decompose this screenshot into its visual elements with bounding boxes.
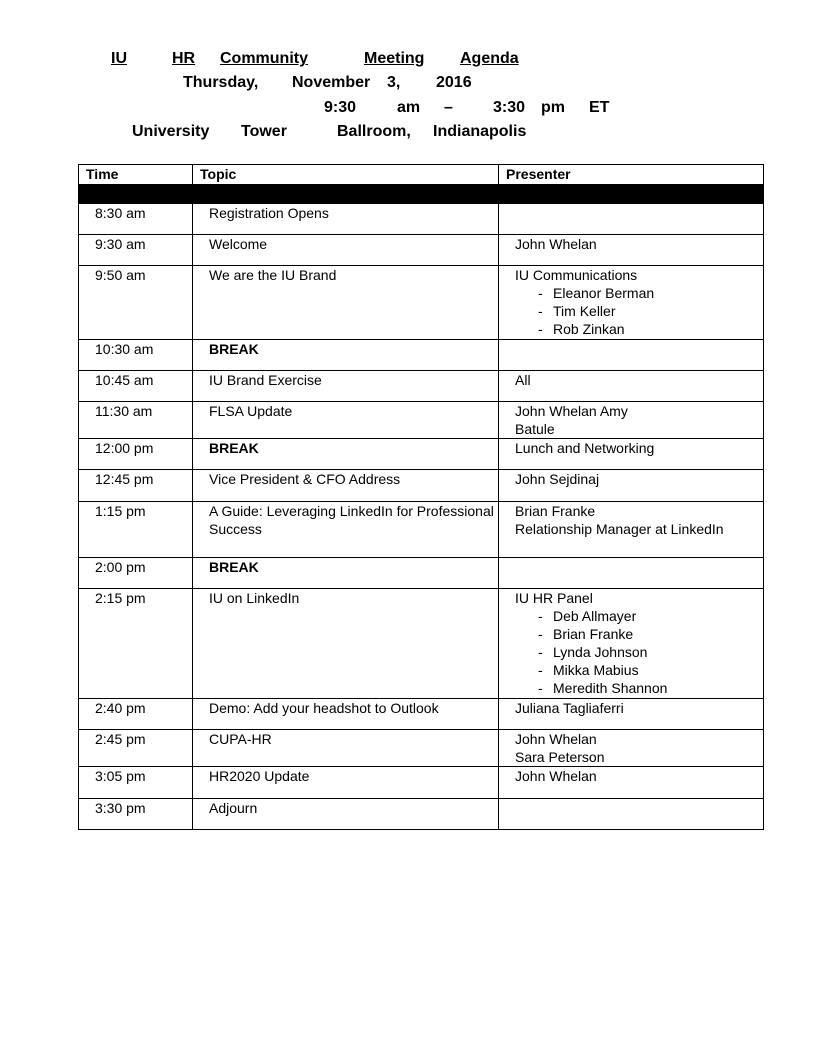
date-word: November [292, 74, 371, 91]
agenda-presenter [499, 799, 764, 830]
meeting-location [0, 123, 816, 145]
agenda-topic: Welcome [193, 235, 499, 266]
agenda-time: 9:30 am [79, 235, 193, 266]
dash-bullet-icon: - [538, 662, 543, 678]
agenda-topic: IU on LinkedIn [193, 589, 499, 699]
agenda-topic: Demo: Add your headshot to Outlook [193, 699, 499, 730]
agenda-topic: We are the IU Brand [193, 266, 499, 340]
agenda-row [79, 699, 764, 730]
presenter-line: John Whelan Amy [515, 403, 628, 419]
header-divider-bar [79, 185, 764, 204]
agenda-topic: Adjourn [193, 799, 499, 830]
date-word: Thursday, [183, 74, 259, 91]
agenda-presenter [499, 558, 764, 589]
agenda-row [79, 799, 764, 830]
agenda-topic: HR2020 Update [193, 767, 499, 799]
presenter-list-item [538, 302, 763, 320]
dash-bullet-icon: - [538, 321, 543, 337]
presenter-line: IU HR Panel [515, 590, 593, 606]
time-word: ET [589, 99, 610, 116]
agenda-topic: Vice President & CFO Address [193, 470, 499, 502]
time-word: 3:30 [493, 99, 526, 116]
agenda-row [79, 439, 764, 470]
time-word: – [444, 99, 453, 116]
agenda-presenter [499, 235, 764, 266]
agenda-row [79, 204, 764, 235]
title-word: HR [172, 50, 196, 67]
agenda-time: 9:50 am [79, 266, 193, 340]
time-word: 9:30 [324, 99, 357, 116]
dash-bullet-icon: - [538, 608, 543, 624]
agenda-row [79, 589, 764, 699]
title-word: Community [220, 50, 308, 67]
agenda-presenter [499, 502, 764, 558]
dash-bullet-icon: - [538, 644, 543, 660]
agenda-topic: A Guide: Leveraging LinkedIn for Professional Success [193, 502, 499, 558]
presenter-list-item [538, 661, 763, 679]
table-header-row [79, 165, 764, 185]
presenter-line: Juliana Tagliaferri [515, 700, 624, 716]
agenda-presenter [499, 699, 764, 730]
agenda-row [79, 235, 764, 266]
time-word: am [397, 99, 421, 116]
location-word: Indianapolis [433, 123, 527, 140]
agenda-table [78, 164, 764, 830]
agenda-time: 1:15 pm [79, 502, 193, 558]
presenter-line: Sara Peterson [515, 749, 605, 765]
title-word: IU [111, 50, 127, 67]
agenda-row [79, 266, 764, 340]
agenda-topic: BREAK [193, 439, 499, 470]
agenda-presenter [499, 589, 764, 699]
dash-bullet-icon: - [538, 626, 543, 642]
presenter-name: Rob Zinkan [553, 321, 625, 337]
presenter-line: IU Communications [515, 267, 638, 283]
agenda-presenter [499, 266, 764, 340]
presenter-line: All [515, 372, 531, 388]
agenda-row [79, 558, 764, 589]
presenter-name: Mikka Mabius [553, 662, 639, 678]
agenda-time: 10:30 am [79, 340, 193, 371]
agenda-topic: BREAK [193, 558, 499, 589]
agenda-row [79, 470, 764, 502]
presenter-line: John Whelan [515, 236, 597, 252]
presenter-line: Batule [515, 421, 555, 437]
dash-bullet-icon: - [538, 680, 543, 696]
agenda-title [0, 50, 816, 72]
agenda-row [79, 371, 764, 402]
meeting-time [0, 99, 816, 121]
date-word: 2016 [436, 74, 472, 91]
agenda-time: 3:30 pm [79, 799, 193, 830]
agenda-row [79, 340, 764, 371]
presenter-list [515, 607, 763, 697]
presenter-name: Deb Allmayer [553, 608, 637, 624]
meeting-date [0, 74, 816, 96]
presenter-name: Tim Keller [553, 303, 616, 319]
location-word: University [132, 123, 210, 140]
presenter-list-item [538, 320, 763, 338]
agenda-presenter [499, 371, 764, 402]
agenda-body [79, 204, 764, 830]
location-word: Ballroom, [337, 123, 411, 140]
title-word: Agenda [460, 50, 519, 67]
agenda-topic: Registration Opens [193, 204, 499, 235]
agenda-topic: IU Brand Exercise [193, 371, 499, 402]
time-word: pm [541, 99, 565, 116]
agenda-presenter [499, 767, 764, 799]
agenda-presenter [499, 470, 764, 502]
agenda-time: 8:30 am [79, 204, 193, 235]
agenda-presenter [499, 439, 764, 470]
agenda-topic: BREAK [193, 340, 499, 371]
presenter-line: Brian Franke [515, 503, 596, 519]
dash-bullet-icon: - [538, 285, 543, 301]
location-word: Tower [241, 123, 287, 140]
agenda-presenter [499, 402, 764, 439]
dash-bullet-icon: - [538, 303, 543, 319]
presenter-name: Lynda Johnson [553, 644, 648, 660]
presenter-name: Eleanor Berman [553, 285, 655, 301]
presenter-list-item [538, 607, 763, 625]
agenda-time: 3:05 pm [79, 767, 193, 799]
presenter-name: Meredith Shannon [553, 680, 668, 696]
agenda-time: 11:30 am [79, 402, 193, 439]
agenda-topic: FLSA Update [193, 402, 499, 439]
agenda-time: 2:45 pm [79, 730, 193, 767]
date-word: 3, [387, 74, 401, 91]
agenda-time: 2:40 pm [79, 699, 193, 730]
agenda-time: 2:00 pm [79, 558, 193, 589]
agenda-row [79, 402, 764, 439]
presenter-list-item [538, 643, 763, 661]
agenda-time: 2:15 pm [79, 589, 193, 699]
column-header-presenter: Presenter [499, 165, 764, 185]
presenter-line: John Sejdinaj [515, 471, 600, 487]
agenda-topic: CUPA-HR [193, 730, 499, 767]
agenda-row [79, 730, 764, 767]
presenter-list-item [538, 625, 763, 643]
title-word: Meeting [364, 50, 425, 67]
agenda-time: 12:00 pm [79, 439, 193, 470]
agenda-row [79, 502, 764, 558]
agenda-presenter [499, 204, 764, 235]
presenter-list-item [538, 679, 763, 697]
agenda-time: 10:45 am [79, 371, 193, 402]
presenter-line: John Whelan [515, 768, 597, 784]
presenter-list [515, 284, 763, 338]
agenda-row [79, 767, 764, 799]
presenter-line: Relationship Manager at LinkedIn [515, 521, 724, 537]
presenter-name: Brian Franke [553, 626, 634, 642]
column-header-topic: Topic [193, 165, 499, 185]
presenter-list-item [538, 284, 763, 302]
agenda-presenter [499, 340, 764, 371]
agenda-time: 12:45 pm [79, 470, 193, 502]
agenda-presenter [499, 730, 764, 767]
column-header-time: Time [79, 165, 193, 185]
presenter-line: Lunch and Networking [515, 440, 655, 456]
presenter-line: John Whelan [515, 731, 597, 747]
